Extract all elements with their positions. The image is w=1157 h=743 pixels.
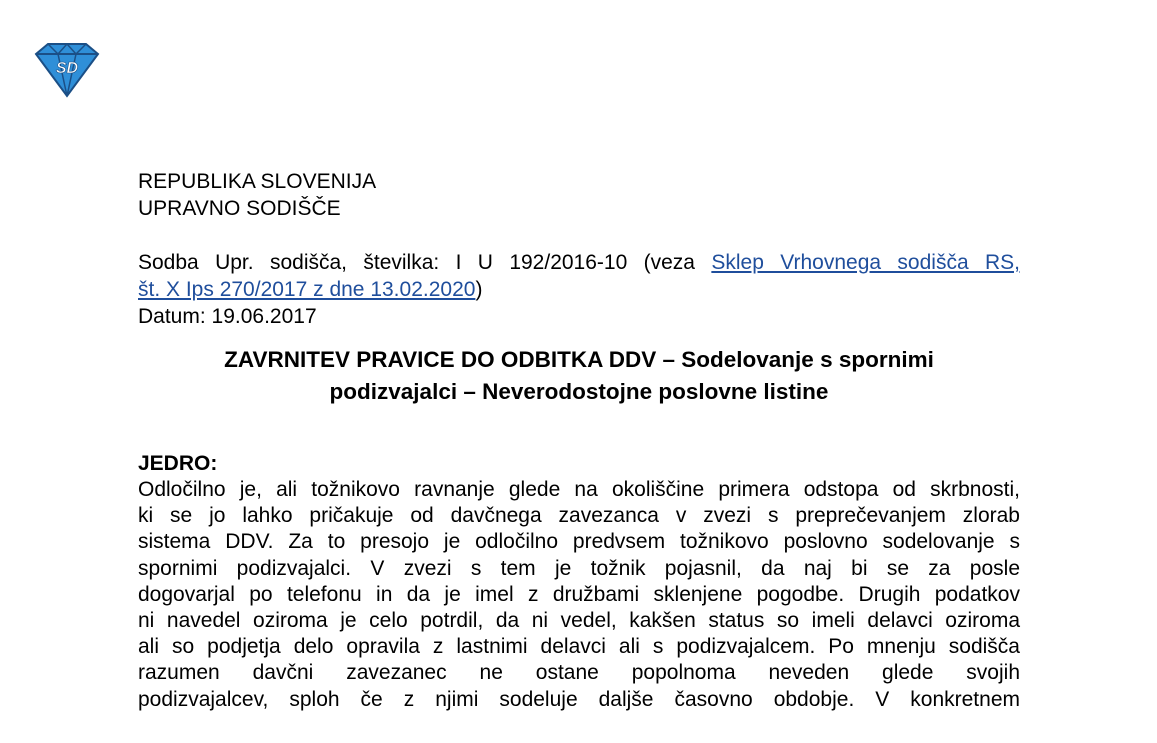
- jedro-line: dogovarjal po telefonu in da je imel z družbami sklenjene pogodbe. Drugih podatkov: [138, 582, 1020, 606]
- jedro-line: ki se jo lahko pričakuje od davčnega zavezanca v zvezi s preprečevanjem zlorab: [138, 504, 1020, 528]
- jedro-line: razumen davčni zavezanec ne ostane popolnoma neveden glede svojih: [138, 661, 1020, 685]
- jedro-label: JEDRO:: [138, 452, 218, 475]
- judgment-paren-close: ): [475, 278, 483, 301]
- jedro-line: podizvajalcev, sploh če z njimi sodeluje daljše časovno obdobje. V konkretnem: [138, 687, 1020, 711]
- title-line1: ZAVRNITEV PRAVICE DO ODBITKA DDV – Sodelovanje s spornimi: [224, 347, 934, 372]
- logo-text: SD: [55, 60, 79, 77]
- judgment-date: Datum: 19.06.2017: [138, 305, 317, 328]
- supreme-court-link-part1[interactable]: Sklep Vrhovnega sodišča RS,: [711, 251, 1020, 274]
- court-logo: [30, 40, 104, 100]
- jedro-line: sistema DDV. Za to presojo je odločilno predvsem tožnikovo poslovno sodelovanje s: [138, 530, 1020, 554]
- judgment-reference-line1: [138, 249, 1020, 276]
- jedro-line: Odločilno je, ali tožnikovo ravnanje glede na okoliščine primera odstopa od skrbnosti,: [138, 478, 1020, 501]
- title-line2: podizvajalci – Neverodostojne poslovne listine: [329, 379, 829, 404]
- court-country: REPUBLIKA SLOVENIJA: [138, 170, 377, 193]
- jedro-line: ali so podjetja delo opravila z lastnimi delavci ali s podizvajalcem. Po mnenju sodišča: [138, 635, 1020, 659]
- supreme-court-link-part2[interactable]: št. X Ips 270/2017 z dne 13.02.2020: [138, 278, 476, 301]
- court-name: UPRAVNO SODIŠČE: [138, 197, 341, 220]
- judgment-number: Sodba Upr. sodišča, številka: I U 192/2016-10 (veza: [138, 251, 712, 274]
- document-title: [138, 344, 1020, 408]
- jedro-text: [138, 477, 1020, 713]
- sd-diamond-logo-icon: [30, 40, 104, 100]
- document-body: [138, 168, 1020, 713]
- jedro-line: spornimi podizvajalci. V zvezi s tem je tožnik pojasnil, da naj bi se za posle: [138, 556, 1020, 580]
- judgment-reference-line2: [138, 276, 1020, 303]
- jedro-line: ni navedel oziroma je celo potrdil, da ni vedel, kakšen status so imeli delavci oziroma: [138, 609, 1020, 633]
